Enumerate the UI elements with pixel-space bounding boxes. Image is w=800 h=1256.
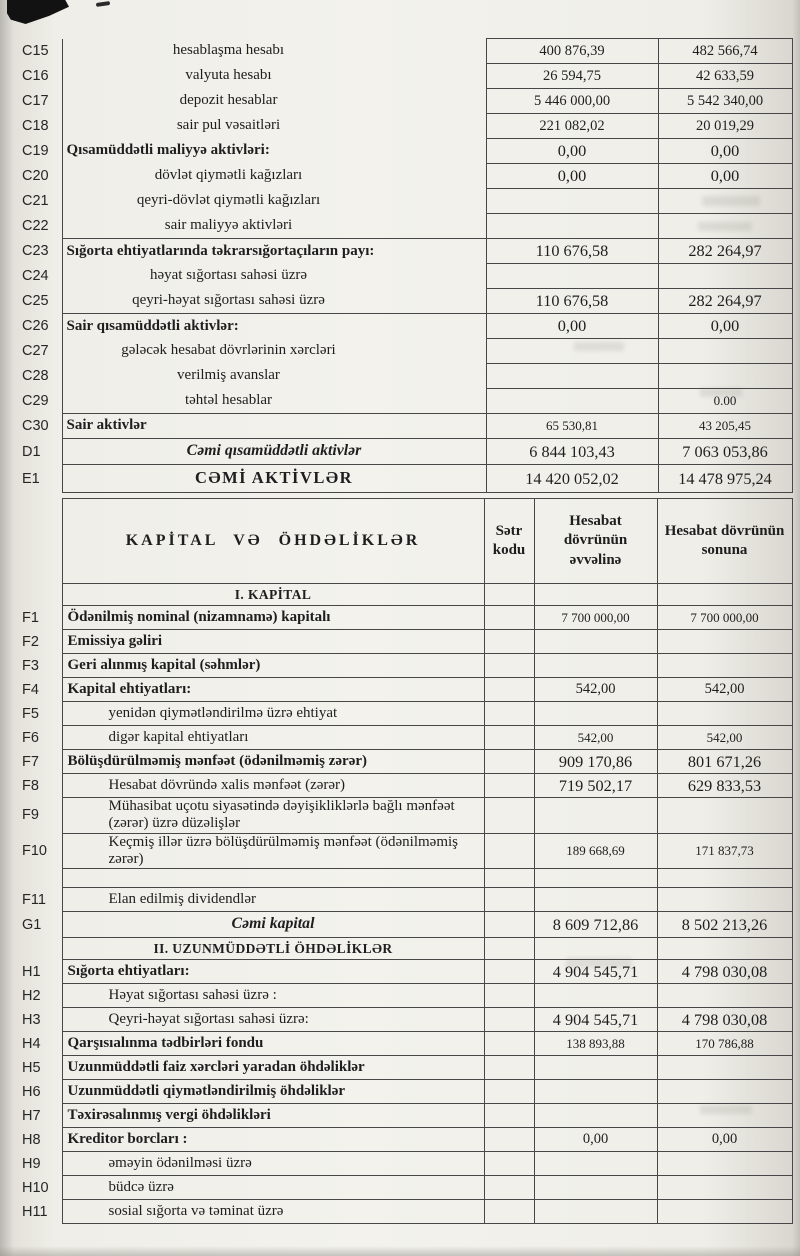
value-period-start bbox=[534, 1152, 657, 1176]
value-period-start bbox=[486, 264, 658, 289]
value-period-start: 110 676,58 bbox=[486, 239, 658, 264]
value-period-end bbox=[657, 1152, 792, 1176]
row-line-code-cell bbox=[484, 1128, 534, 1152]
row-code: C25 bbox=[22, 293, 49, 309]
row-label: sair maliyyə aktivləri bbox=[62, 214, 486, 239]
row-label: həyat sığortası sahəsi üzrə bbox=[62, 264, 486, 289]
value-period-start: 7 700 000,00 bbox=[534, 606, 657, 630]
row-line-code-cell bbox=[484, 1056, 534, 1080]
table-row bbox=[18, 339, 792, 364]
value-period-end bbox=[658, 339, 792, 364]
value-period-start: 0,00 bbox=[486, 164, 658, 189]
row-label: II. UZUNMÜDDƏTLİ ÖHDƏLİKLƏR bbox=[62, 938, 484, 960]
row-label: gələcək hesabat dövrlərinin xərcləri bbox=[62, 339, 486, 364]
row-label: Mühasibat uçotu siyasətində dəyişikliklərlə bağlı mənfəət (zərər) üzrə düzəlişlər bbox=[62, 798, 484, 834]
row-label: Qısamüddətli maliyyə aktivləri: bbox=[62, 139, 486, 164]
scan-corner-artifact bbox=[7, 0, 69, 24]
value-period-start bbox=[486, 389, 658, 414]
value-period-end: 801 671,26 bbox=[657, 750, 792, 774]
row-line-code-cell bbox=[484, 584, 534, 606]
value-period-start: 189 668,69 bbox=[534, 833, 657, 869]
table-row bbox=[18, 289, 792, 314]
row-label: sair pul vəsaitləri bbox=[62, 114, 486, 139]
table-row bbox=[18, 1008, 792, 1032]
table-row bbox=[18, 314, 792, 339]
row-line-code-cell bbox=[484, 938, 534, 960]
value-period-end: 0.00 bbox=[658, 389, 792, 414]
value-period-end bbox=[657, 1080, 792, 1104]
value-period-end bbox=[657, 702, 792, 726]
row-label: Uzunmüddətli faiz xərcləri yaradan öhdəliklər bbox=[62, 1056, 484, 1080]
row-label: büdcə üzrə bbox=[62, 1176, 484, 1200]
value-period-start: 0,00 bbox=[486, 314, 658, 339]
value-period-start bbox=[534, 702, 657, 726]
table-row bbox=[18, 1152, 792, 1176]
value-period-end bbox=[657, 1104, 792, 1128]
table-row bbox=[18, 774, 792, 798]
table-row bbox=[18, 912, 792, 938]
row-label: təhtəl hesablar bbox=[62, 389, 486, 414]
row-label: Sair qısamüddətli aktivlər: bbox=[62, 314, 486, 339]
value-period-start: 4 904 545,71 bbox=[534, 1008, 657, 1032]
row-label: Sair aktivlər bbox=[62, 414, 486, 439]
row-label: hesablaşma hesabı bbox=[62, 39, 486, 64]
row-code: H1 bbox=[22, 963, 41, 980]
col-header-period-end: Hesabat dövrünün sonuna bbox=[657, 499, 792, 584]
row-code: D1 bbox=[22, 443, 41, 460]
row-code: C29 bbox=[22, 393, 49, 409]
scan-speck-artifact bbox=[96, 1, 110, 7]
value-period-end: 5 542 340,00 bbox=[658, 89, 792, 114]
value-period-start: 400 876,39 bbox=[486, 39, 658, 64]
row-label: Keçmiş illər üzrə bölüşdürülməmiş mənfəət (ödənilməmiş zərər) bbox=[62, 833, 484, 869]
value-period-start bbox=[534, 869, 657, 888]
value-period-start: 8 609 712,86 bbox=[534, 912, 657, 938]
row-code bbox=[18, 869, 62, 888]
row-line-code-cell bbox=[484, 984, 534, 1008]
row-code: H2 bbox=[22, 987, 41, 1004]
table-row bbox=[18, 1200, 792, 1224]
row-line-code-cell bbox=[484, 1080, 534, 1104]
table-row bbox=[18, 984, 792, 1008]
table-row bbox=[18, 1032, 792, 1056]
row-code: H9 bbox=[22, 1155, 41, 1172]
col-header-period-start: Hesabat dövrünün əvvəlinə bbox=[534, 499, 657, 584]
value-period-end bbox=[657, 1056, 792, 1080]
row-label: CƏMİ AKTİVLƏR bbox=[62, 465, 486, 493]
table-row bbox=[18, 1128, 792, 1152]
row-line-code-cell bbox=[484, 750, 534, 774]
row-code: C22 bbox=[22, 218, 49, 234]
table-row bbox=[18, 114, 792, 139]
table-row bbox=[18, 678, 792, 702]
row-code: H8 bbox=[22, 1131, 41, 1148]
row-code: H6 bbox=[22, 1083, 41, 1100]
row-line-code-cell bbox=[484, 774, 534, 798]
row-label: dövlət qiymətli kağızları bbox=[62, 164, 486, 189]
row-line-code-cell bbox=[484, 1032, 534, 1056]
row-code: C26 bbox=[22, 318, 49, 334]
value-period-end bbox=[658, 189, 792, 214]
row-code: C27 bbox=[22, 343, 49, 359]
row-label: Qarşısıalınma tədbirləri fondu bbox=[62, 1032, 484, 1056]
row-line-code-cell bbox=[484, 960, 534, 984]
row-label: valyuta hesabı bbox=[62, 64, 486, 89]
value-period-end: 542,00 bbox=[657, 678, 792, 702]
value-period-end: 170 786,88 bbox=[657, 1032, 792, 1056]
value-period-start bbox=[534, 984, 657, 1008]
row-line-code-cell bbox=[484, 606, 534, 630]
value-period-end: 482 566,74 bbox=[658, 39, 792, 64]
row-line-code-cell bbox=[484, 912, 534, 938]
row-code: C16 bbox=[22, 68, 49, 84]
value-period-end: 42 633,59 bbox=[658, 64, 792, 89]
table-row bbox=[18, 39, 792, 64]
value-period-end: 43 205,45 bbox=[658, 414, 792, 439]
row-line-code-cell bbox=[484, 1152, 534, 1176]
value-period-end: 0,00 bbox=[657, 1128, 792, 1152]
row-code: H3 bbox=[22, 1011, 41, 1028]
value-period-start: 4 904 545,71 bbox=[534, 960, 657, 984]
row-code: F10 bbox=[22, 842, 47, 859]
row-code: F6 bbox=[22, 729, 39, 746]
row-label: qeyri-həyat sığortası sahəsi üzrə bbox=[62, 289, 486, 314]
row-label: I. KAPİTAL bbox=[62, 584, 484, 606]
row-label: Uzunmüddətli qiymətləndirilmiş öhdəliklər bbox=[62, 1080, 484, 1104]
value-period-start bbox=[534, 1080, 657, 1104]
row-code: F9 bbox=[22, 807, 39, 824]
row-label: Həyat sığortası sahəsi üzrə : bbox=[62, 984, 484, 1008]
capital-liabilities-header bbox=[18, 499, 792, 584]
value-period-start: 0,00 bbox=[534, 1128, 657, 1152]
row-line-code-cell bbox=[484, 869, 534, 888]
value-period-start bbox=[534, 1176, 657, 1200]
row-code: C21 bbox=[22, 193, 49, 209]
table-row bbox=[18, 1080, 792, 1104]
value-period-end: 14 478 975,24 bbox=[658, 465, 792, 493]
row-code: F3 bbox=[22, 657, 39, 674]
value-period-start bbox=[534, 1056, 657, 1080]
table-row bbox=[18, 264, 792, 289]
value-period-end bbox=[657, 938, 792, 960]
table-row bbox=[18, 465, 792, 493]
assets-table-body bbox=[18, 39, 792, 493]
value-period-end bbox=[658, 264, 792, 289]
row-line-code-cell bbox=[484, 630, 534, 654]
value-period-start: 65 530,81 bbox=[486, 414, 658, 439]
row-code: F1 bbox=[22, 609, 39, 626]
value-period-start bbox=[534, 938, 657, 960]
table-row bbox=[18, 239, 792, 264]
value-period-end: 282 264,97 bbox=[658, 239, 792, 264]
header-row bbox=[18, 499, 792, 584]
row-line-code-cell bbox=[484, 678, 534, 702]
table-row bbox=[18, 364, 792, 389]
value-period-end bbox=[657, 984, 792, 1008]
table-row bbox=[18, 750, 792, 774]
table-row bbox=[18, 1104, 792, 1128]
value-period-end: 629 833,53 bbox=[657, 774, 792, 798]
table-row bbox=[18, 584, 792, 606]
row-label: Cəmi qısamüddətli aktivlər bbox=[62, 439, 486, 465]
value-period-start bbox=[534, 654, 657, 678]
row-label: Kreditor borcları : bbox=[62, 1128, 484, 1152]
value-period-end bbox=[657, 1176, 792, 1200]
value-period-start bbox=[534, 888, 657, 912]
value-period-end: 4 798 030,08 bbox=[657, 1008, 792, 1032]
table-row bbox=[18, 938, 792, 960]
value-period-start: 0,00 bbox=[486, 139, 658, 164]
row-code: H11 bbox=[22, 1203, 48, 1220]
value-period-start bbox=[534, 584, 657, 606]
row-label: digər kapital ehtiyatları bbox=[62, 726, 484, 750]
row-code: C30 bbox=[22, 418, 49, 434]
row-label: Qeyri-həyat sığortası sahəsi üzrə: bbox=[62, 1008, 484, 1032]
table-title: KAPİTAL VƏ ÖHDƏLİKLƏR bbox=[62, 499, 484, 584]
value-period-start: 221 082,02 bbox=[486, 114, 658, 139]
row-code: C18 bbox=[22, 118, 49, 134]
value-period-end bbox=[657, 1200, 792, 1224]
value-period-end: 0,00 bbox=[658, 314, 792, 339]
row-code: F8 bbox=[22, 777, 39, 794]
row-code: H5 bbox=[22, 1059, 41, 1076]
table-row bbox=[18, 89, 792, 114]
row-line-code-cell bbox=[484, 798, 534, 834]
table-row bbox=[18, 630, 792, 654]
row-line-code-cell bbox=[484, 702, 534, 726]
row-code: C20 bbox=[22, 168, 49, 184]
table-row bbox=[18, 414, 792, 439]
col-header-line-code: Sətr kodu bbox=[484, 499, 534, 584]
row-label: Hesabat dövründə xalis mənfəət (zərər) bbox=[62, 774, 484, 798]
value-period-start bbox=[534, 630, 657, 654]
row-code: H4 bbox=[22, 1035, 41, 1052]
row-label: Sığorta ehtiyatlarında təkrarsığortaçıların payı: bbox=[62, 239, 486, 264]
value-period-start: 6 844 103,43 bbox=[486, 439, 658, 465]
table-row bbox=[18, 139, 792, 164]
value-period-end: 8 502 213,26 bbox=[657, 912, 792, 938]
row-code: F4 bbox=[22, 681, 39, 698]
value-period-start: 719 502,17 bbox=[534, 774, 657, 798]
value-period-start: 26 594,75 bbox=[486, 64, 658, 89]
row-label: sosial sığorta və təminat üzrə bbox=[62, 1200, 484, 1224]
row-code: C19 bbox=[22, 143, 49, 159]
row-label: Kapital ehtiyatları: bbox=[62, 678, 484, 702]
value-period-start: 5 446 000,00 bbox=[486, 89, 658, 114]
table-row bbox=[18, 606, 792, 630]
row-code: F7 bbox=[22, 753, 39, 770]
row-code: C17 bbox=[22, 93, 49, 109]
row-line-code-cell bbox=[484, 1104, 534, 1128]
value-period-end bbox=[657, 798, 792, 834]
row-code: G1 bbox=[22, 916, 42, 933]
table-row bbox=[18, 439, 792, 465]
value-period-end: 7 700 000,00 bbox=[657, 606, 792, 630]
value-period-end: 542,00 bbox=[657, 726, 792, 750]
row-code: C28 bbox=[22, 368, 49, 384]
table-row bbox=[18, 1176, 792, 1200]
table-row bbox=[18, 833, 792, 869]
table-row bbox=[18, 798, 792, 834]
value-period-start bbox=[534, 798, 657, 834]
value-period-end: 171 837,73 bbox=[657, 833, 792, 869]
row-line-code-cell bbox=[484, 888, 534, 912]
row-label: Elan edilmiş dividendlər bbox=[62, 888, 484, 912]
value-period-end: 0,00 bbox=[658, 139, 792, 164]
row-label: Bölüşdürülməmiş mənfəət (ödənilməmiş zərər) bbox=[62, 750, 484, 774]
row-line-code-cell bbox=[484, 1200, 534, 1224]
value-period-end bbox=[658, 214, 792, 239]
table-row bbox=[18, 64, 792, 89]
row-label: əməyin ödənilməsi üzrə bbox=[62, 1152, 484, 1176]
row-label: yenidən qiymətləndirilmə üzrə ehtiyat bbox=[62, 702, 484, 726]
value-period-end: 7 063 053,86 bbox=[658, 439, 792, 465]
value-period-end bbox=[657, 584, 792, 606]
row-label: verilmiş avanslar bbox=[62, 364, 486, 389]
row-code: C15 bbox=[22, 43, 49, 59]
table-row bbox=[18, 654, 792, 678]
value-period-start bbox=[534, 1104, 657, 1128]
value-period-end: 20 019,29 bbox=[658, 114, 792, 139]
row-label: Geri alınmış kapital (səhmlər) bbox=[62, 654, 484, 678]
value-period-start: 138 893,88 bbox=[534, 1032, 657, 1056]
value-period-start: 909 170,86 bbox=[534, 750, 657, 774]
row-code: F5 bbox=[22, 705, 39, 722]
table-row bbox=[18, 164, 792, 189]
row-code: H7 bbox=[22, 1107, 41, 1124]
assets-table bbox=[18, 38, 793, 493]
value-period-end: 0,00 bbox=[658, 164, 792, 189]
row-line-code-cell bbox=[484, 833, 534, 869]
value-period-end bbox=[657, 654, 792, 678]
value-period-end bbox=[657, 888, 792, 912]
row-line-code-cell bbox=[484, 654, 534, 678]
value-period-start bbox=[486, 339, 658, 364]
row-code bbox=[18, 938, 62, 960]
row-line-code-cell bbox=[484, 1008, 534, 1032]
value-period-start: 14 420 052,02 bbox=[486, 465, 658, 493]
row-line-code-cell bbox=[484, 726, 534, 750]
table-row bbox=[18, 960, 792, 984]
table-row bbox=[18, 702, 792, 726]
value-period-start: 542,00 bbox=[534, 678, 657, 702]
row-label: Emissiya gəliri bbox=[62, 630, 484, 654]
table-row bbox=[18, 189, 792, 214]
value-period-start bbox=[486, 364, 658, 389]
row-label: Sığorta ehtiyatları: bbox=[62, 960, 484, 984]
row-code: C23 bbox=[22, 243, 49, 259]
value-period-end bbox=[657, 869, 792, 888]
row-label: Ödənilmiş nominal (nizamnamə) kapitalı bbox=[62, 606, 484, 630]
row-line-code-cell bbox=[484, 1176, 534, 1200]
table-row bbox=[18, 726, 792, 750]
row-label: depozit hesablar bbox=[62, 89, 486, 114]
row-label: Cəmi kapital bbox=[62, 912, 484, 938]
row-code bbox=[18, 584, 62, 606]
header-code-spacer bbox=[18, 499, 62, 584]
value-period-end bbox=[657, 630, 792, 654]
row-label: qeyri-dövlət qiymətli kağızları bbox=[62, 189, 486, 214]
table-row bbox=[18, 214, 792, 239]
row-label bbox=[62, 869, 484, 888]
scan-bottom-shadow bbox=[0, 1246, 800, 1256]
value-period-end: 282 264,97 bbox=[658, 289, 792, 314]
capital-liabilities-table bbox=[18, 498, 793, 1224]
value-period-start bbox=[486, 189, 658, 214]
value-period-start: 542,00 bbox=[534, 726, 657, 750]
row-code: C24 bbox=[22, 268, 49, 284]
row-code: H10 bbox=[22, 1179, 49, 1196]
value-period-end: 4 798 030,08 bbox=[657, 960, 792, 984]
value-period-start: 110 676,58 bbox=[486, 289, 658, 314]
table-row bbox=[18, 1056, 792, 1080]
row-label: Təxirəsalınmış vergi öhdəlikləri bbox=[62, 1104, 484, 1128]
capital-liabilities-body bbox=[18, 584, 792, 1224]
row-code: F2 bbox=[22, 633, 39, 650]
value-period-end bbox=[658, 364, 792, 389]
table-row bbox=[18, 869, 792, 888]
row-code: F11 bbox=[22, 891, 46, 908]
table-row bbox=[18, 888, 792, 912]
value-period-start bbox=[534, 1200, 657, 1224]
table-row bbox=[18, 389, 792, 414]
row-code: E1 bbox=[22, 470, 40, 487]
value-period-start bbox=[486, 214, 658, 239]
